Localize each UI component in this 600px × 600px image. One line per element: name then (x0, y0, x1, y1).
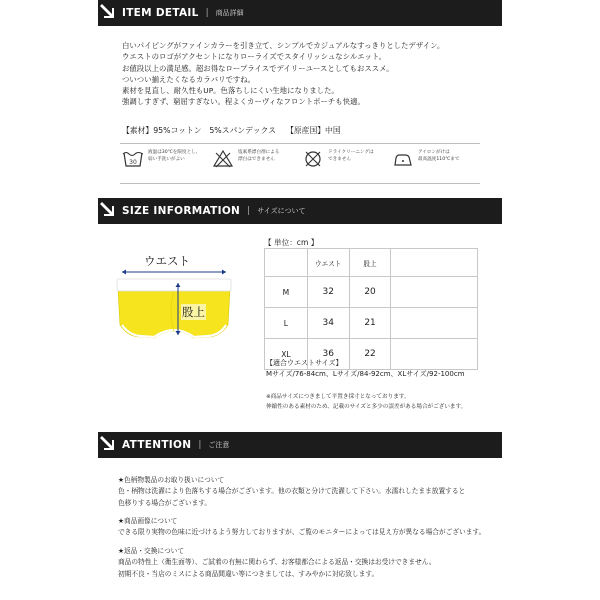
care-item-wash: 30 液温は30℃を限度とし、 弱い手洗いがよい (122, 149, 212, 181)
section-subtitle: サイズについて (257, 207, 306, 215)
description-line: 素材を見直し、耐久性もUP。色落ちしにくい生地になりました。 (122, 86, 339, 96)
divider (120, 143, 480, 144)
item-detail-header: ITEM DETAIL | 商品詳細 (98, 0, 502, 26)
size-notes: ※商品サイズにつきまして平置き採寸となっております。 伸縮性のある素材のため、記載のサイズと多少の誤差がある場合がございます。 (266, 394, 467, 410)
description-line: 強調しすぎず、窮屈すぎない。程よくカーヴィなフロントポーチも快適。 (122, 97, 365, 107)
column-header: ウエスト (307, 249, 349, 277)
section-title: ATTENTION (122, 439, 192, 451)
unit-label: 【 単位：cm 】 (264, 238, 319, 247)
section-subtitle: 商品詳細 (215, 9, 244, 17)
care-item-bleach: 塩素系漂白剤による 漂白はできません (212, 149, 302, 181)
arrow-icon (98, 432, 118, 458)
description-line: 白いパイピングがファインカラーを引き立て、シンプルでカジュアルなすっきりとしたデザイン。 (122, 41, 445, 50)
table-header-row (265, 249, 478, 277)
section-title: SIZE INFORMATION (122, 205, 241, 217)
arrow-icon (98, 198, 118, 224)
care-instructions (122, 149, 482, 181)
care-item-dryclean: ドライクリーニングは できません (302, 149, 392, 181)
size-table (264, 248, 478, 370)
table-row: XL 36 22 (265, 339, 478, 370)
iron-icon (392, 149, 414, 169)
section-subtitle: ご注意 (208, 441, 230, 449)
description-line: お値段以上の満足感。超お得なロープライスでデイリーユースとしてもおススメ。 (122, 63, 394, 73)
svg-text:30: 30 (129, 159, 137, 166)
attention-block-returns: ★返品・交換について 商品の特性上（衛生面等）、ご試着の有無に関わらず、お客様都合による返品・交換はお受けできません。 初期不良・当店のミスによる商品間違い等につきましては、すみやかに対応致します。 (118, 547, 436, 578)
care-item-iron: アイロンがけは 最高温度110℃まで (392, 149, 482, 181)
item-description (122, 40, 444, 108)
divider (120, 183, 480, 184)
attention-header: ATTENTION | ご注意 (98, 432, 502, 458)
fit-waist-info: 【適合ウエストサイズ】 Mサイズ/76-84cm、Lサイズ/84-92cm、XLサイズ/92-100cm (266, 359, 465, 378)
attention-block-image: ★商品画像について できる限り実物の色味に近づけるよう努力しておりますが、ご覧のモニターによっては見え方が異なる場合がございます。 (118, 517, 486, 537)
no-bleach-icon (212, 149, 234, 169)
wash-30-icon (122, 149, 144, 169)
rise-label: 股上 (182, 305, 205, 319)
no-dry-clean-icon (302, 149, 324, 169)
section-title: ITEM DETAIL (122, 7, 199, 19)
garment-diagram (110, 245, 240, 345)
table-row: L 34 21 (265, 308, 478, 339)
material-info: 【素材】95%コットン 5%スパンデックス 【原産国】中国 (122, 126, 341, 135)
table-row: M 32 20 (265, 277, 478, 308)
arrow-icon (98, 0, 118, 26)
attention-block-color: ★色柄物製品のお取り扱いについて 色・柄物は洗濯により色落ちする場合がございます。他の衣類と分けて洗濯して下さい。水濡れしたまま放置すると 色移りする場合がございます。 (118, 476, 466, 507)
column-header: 股上 (349, 249, 391, 277)
waist-label: ウエスト (144, 254, 190, 268)
description-line: ウエストのロゴがアクセントになりローライズでスタイリッシュなシルエット。 (122, 52, 386, 62)
size-info-header: SIZE INFORMATION | サイズについて (98, 198, 502, 224)
description-line: ついつい揃えたくなるカラバリですね。 (122, 74, 256, 84)
